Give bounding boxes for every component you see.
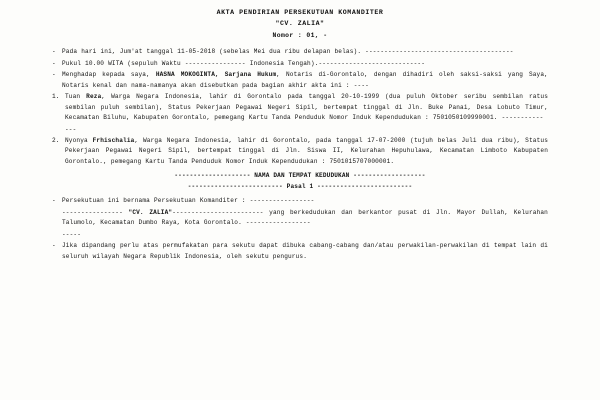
- paragraph-numbered: [52, 92, 548, 123]
- paragraph-text: Nyonya Frhischalia, Warga Negara Indonesia, lahir di Gorontalo, pada tanggal 17-07-2000 (tujuh belas Juli dua ribu), Status Pekerjaan Pegawai Negeri Sipil, bertempat tinggal di Jln. Siswa II, Kelurahan Hepuhulawa, Kecamatan Limboto Kabupaten Gorontalo., pemegang Kartu Tanda Penduduk Nomor Induk Kependudukan : 7501015707000001.: [65, 137, 548, 165]
- paragraph-marker: -: [52, 197, 56, 205]
- paragraph-text: Tuan Reza, Warga Negara Indonesia, lahir di Gorontalo pada tanggal 20-10-1999 (dua puluh Oktober seribu sembilan ratus sembilan puluh sembilan), Status Pekerjaan Pegawai Negeri Sipil, bertempat tinggal di Jln. Buke Panai, Desa Lobuto Timur, Kecamatan Biluhu, Kabupaten Gorontalo, pemegang Kartu Tanda Penduduk Nomor Induk Kependudukan : 7501050109990001. -----------: [65, 93, 549, 122]
- paragraph-marker: -: [52, 48, 56, 56]
- paragraph-text: ---------------- "CV. ZALIA"------------------------ yang berkedudukan dan berkantor pusat di Jln. Mayor Dullah, Kelurahan Talumolo, Kecamatan Dumbo Raya, Kota Gorontalo. -----------------: [62, 208, 548, 227]
- paragraph-text: Persekutuan ini bernama Persekutuan Komanditer : -----------------: [62, 197, 315, 205]
- document-subtitle: "CV. ZALIA": [275, 20, 325, 28]
- paragraph-text: Pukul 10.00 WITA (sepuluh Waktu ---------------- Indonesia Tengah).----------------------------: [62, 59, 426, 67]
- paragraph-continuation: [52, 125, 548, 135]
- paragraph-numbered: [52, 136, 548, 167]
- paragraph-marker: 1.: [52, 93, 60, 101]
- paragraph: [52, 47, 548, 57]
- paragraph-text: Jika dipandang perlu atas permufakatan para sekutu dapat dibuka cabang-cabang dan/atau perwakilan-perwakilan di tempat lain di seluruh wilayah Negara Republik Indonesia, oleh sekutu pengurus.: [62, 242, 548, 260]
- paragraph-text: Pada hari ini, Jum'at tanggal 11-05-2018 (sebelas Mei dua ribu delapan belas). ---------------------------------------: [62, 48, 514, 56]
- paragraph: [52, 196, 548, 206]
- paragraph-marker: 2.: [52, 137, 60, 144]
- paragraph-continuation: [52, 208, 548, 229]
- paragraph-marker: -: [52, 59, 56, 67]
- paragraph-marker: -: [52, 242, 56, 250]
- document-number: Nomor : 01, -: [272, 32, 328, 40]
- paragraph: [52, 70, 548, 91]
- paragraph-marker: -: [52, 71, 56, 79]
- document-title: AKTA PENDIRIAN PERSEKUTUAN KOMANDITER: [216, 9, 384, 16]
- section-heading-nama-dan-tempat-kedudukan: -------------------- NAMA DAN TEMPAT KEDUDUKAN -------------------: [174, 172, 426, 180]
- body-block: [52, 47, 548, 262]
- paragraph-text: -----: [62, 230, 82, 238]
- paragraph-text: Menghadap kepada saya, HASNA MOKOGINTA, Sarjana Hukum, Notaris di-Gorontalo, dengan dihadiri oleh saksi-saksi yang Saya, Notaris kenal dan nama-namanya akan disebutkan pada bagian akhir akta ini : ----: [62, 71, 548, 89]
- paragraph-text: ---: [65, 125, 77, 133]
- title-block: [52, 8, 548, 42]
- paragraph-continuation: [52, 230, 548, 240]
- paragraph: [52, 241, 548, 262]
- section-heading-pasal-1: ------------------------- Pasal 1 -------------------------: [187, 183, 413, 191]
- paragraph: [52, 59, 548, 69]
